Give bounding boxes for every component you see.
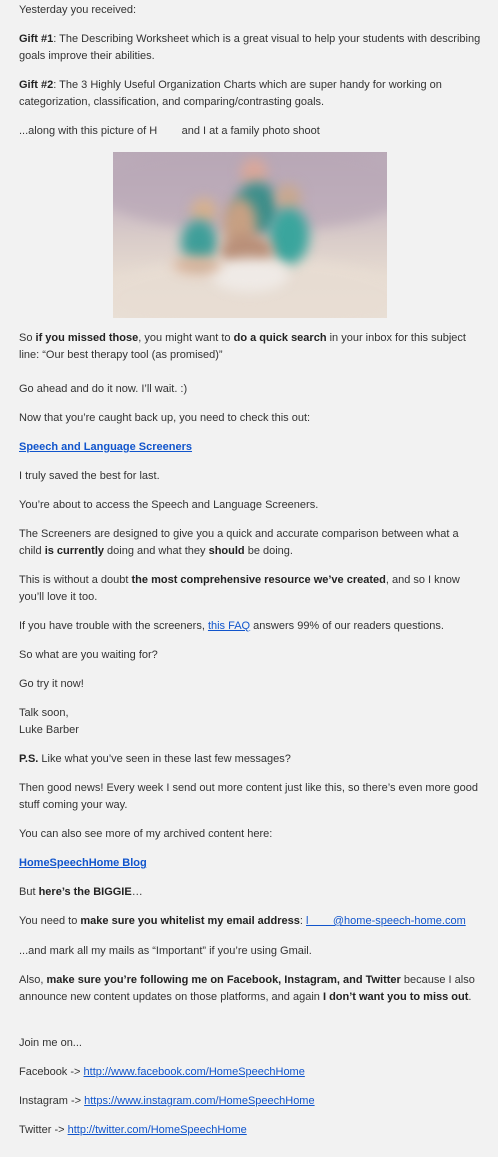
biggie-text-2: … bbox=[131, 886, 143, 898]
facebook-line bbox=[19, 1064, 484, 1081]
designed-text-2: doing and what they bbox=[104, 545, 209, 557]
designed-paragraph bbox=[19, 526, 484, 560]
comprehensive-text-2: , and so I know you’ll love it too. bbox=[19, 574, 460, 603]
gift1-label: Gift #1 bbox=[19, 33, 54, 45]
designed-text-3: be doing. bbox=[244, 545, 293, 557]
comprehensive-text-1: This is without a doubt bbox=[19, 574, 132, 586]
missed-text-2: , you might want to bbox=[138, 332, 234, 344]
follow-text-1: Also, bbox=[19, 974, 47, 986]
instagram-line bbox=[19, 1093, 484, 1110]
missed-bold-1: if you missed those bbox=[35, 332, 139, 344]
faq-link[interactable]: this FAQ bbox=[207, 620, 251, 632]
faq-paragraph bbox=[19, 618, 484, 635]
gift2-text: : The 3 Highly Useful Organization Charts which are super handy for working on categorization, classification, and comparing/contrasting goals. bbox=[19, 79, 442, 108]
ps-text: Like what you’ve seen in these last few messages? bbox=[38, 753, 291, 765]
twitter-line bbox=[19, 1122, 484, 1139]
intro-text: Yesterday you received: bbox=[19, 4, 136, 16]
instagram-label: Instagram -> bbox=[19, 1095, 85, 1107]
gift2-paragraph bbox=[19, 77, 484, 111]
screeners-link-paragraph bbox=[19, 439, 484, 456]
gift1-paragraph bbox=[19, 31, 484, 65]
waiting-text: So what are you waiting for? bbox=[19, 649, 158, 661]
facebook-link[interactable]: http://www.facebook.com/HomeSpeechHome bbox=[83, 1066, 305, 1078]
twitter-link[interactable]: http://twitter.com/HomeSpeechHome bbox=[67, 1124, 247, 1136]
ps-paragraph bbox=[19, 751, 484, 768]
signoff bbox=[19, 705, 484, 739]
caught-up-text: Now that you’re caught back up, you need to check this out: bbox=[19, 412, 311, 424]
twitter-label: Twitter -> bbox=[19, 1124, 68, 1136]
blog-link[interactable]: HomeSpeechHome Blog bbox=[19, 857, 147, 869]
good-news-text: Then good news! Every week I send out more content just like this, so there’s even more good stuff coming your way. bbox=[19, 782, 478, 811]
whitelist-bold: make sure you whitelist my email address bbox=[80, 915, 300, 927]
whitelist-text-2: : bbox=[299, 915, 306, 927]
faq-text-2: answers 99% of our readers questions. bbox=[250, 620, 444, 632]
email-address-link[interactable]: l @home-speech-home.com bbox=[306, 915, 466, 927]
designed-text-1: The Screeners are designed to give you a quick and accurate comparison between what a child bbox=[19, 528, 459, 557]
blog-link-paragraph bbox=[19, 855, 484, 872]
ps-label: P.S. bbox=[19, 753, 39, 765]
designed-bold-2: should bbox=[208, 545, 245, 557]
biggie-bold: here’s the BIGGIE bbox=[38, 886, 132, 898]
missed-bold-2: do a quick search bbox=[233, 332, 327, 344]
gift1-text: : The Describing Worksheet which is a great visual to help your students with describing goals improve their abilities. bbox=[19, 33, 481, 62]
follow-paragraph bbox=[19, 972, 484, 1006]
biggie-text-1: But bbox=[19, 886, 39, 898]
screeners-link[interactable]: Speech and Language Screeners bbox=[19, 441, 193, 453]
comprehensive-paragraph bbox=[19, 572, 484, 606]
try-now-text: Go try it now! bbox=[19, 678, 84, 690]
join-text: Join me on... bbox=[19, 1037, 82, 1049]
whitelist-paragraph bbox=[19, 913, 484, 930]
signoff-name: Luke Barber bbox=[19, 724, 79, 736]
archived-text: You can also see more of my archived content here: bbox=[19, 828, 273, 840]
missed-paragraph bbox=[19, 330, 484, 364]
wait-text: Go ahead and do it now. I’ll wait. :) bbox=[19, 383, 188, 395]
about-access-text: You’re about to access the Speech and Language Screeners. bbox=[19, 499, 319, 511]
signoff-line-1: Talk soon, bbox=[19, 707, 69, 719]
family-photo bbox=[113, 152, 387, 318]
whitelist-text-1: You need to bbox=[19, 915, 81, 927]
designed-bold-1: is currently bbox=[44, 545, 104, 557]
facebook-label: Facebook -> bbox=[19, 1066, 84, 1078]
missed-text-1: So bbox=[19, 332, 36, 344]
missed-text-3: in your inbox for this subject line: “Our best therapy tool (as promised)” bbox=[19, 332, 466, 361]
comprehensive-bold: the most comprehensive resource we’ve created bbox=[131, 574, 386, 586]
follow-bold-1: make sure you’re following me on Facebook, Instagram, and Twitter bbox=[46, 974, 401, 986]
follow-text-3: . bbox=[468, 991, 472, 1003]
photo-caption: ...along with this picture of H and I at a family photo shoot bbox=[19, 125, 320, 137]
gift2-label: Gift #2 bbox=[19, 79, 54, 91]
instagram-link[interactable]: https://www.instagram.com/HomeSpeechHome bbox=[84, 1095, 315, 1107]
follow-bold-2: I don’t want you to miss out bbox=[322, 991, 469, 1003]
saved-best-text: I truly saved the best for last. bbox=[19, 470, 160, 482]
faq-text-1: If you have trouble with the screeners, bbox=[19, 620, 208, 632]
gmail-text: ...and mark all my mails as “Important” if you’re using Gmail. bbox=[19, 945, 312, 957]
biggie-paragraph bbox=[19, 884, 484, 901]
follow-text-2: because I also announce new content updates on those platforms, and again bbox=[19, 974, 475, 1003]
